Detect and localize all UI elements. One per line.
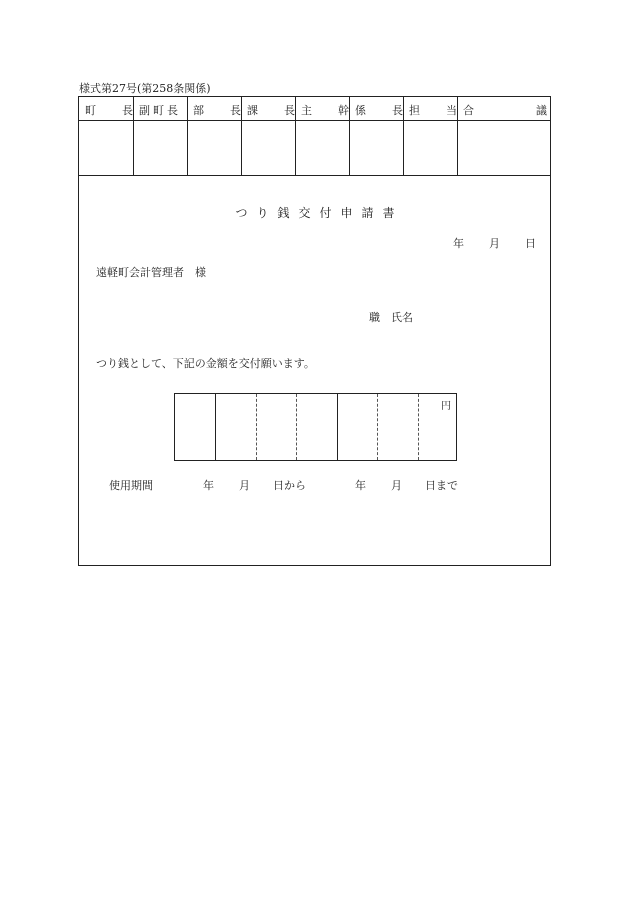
date-day-label[interactable]: 日 <box>525 237 536 250</box>
stamp-box-section-chief[interactable] <box>241 120 295 175</box>
period-from-year[interactable]: 年 <box>203 479 214 492</box>
amount-digit-divider <box>296 394 297 460</box>
stamp-box-department-head[interactable] <box>187 120 241 175</box>
amount-field[interactable] <box>174 393 457 461</box>
period-to-day[interactable]: 日まで <box>425 479 458 492</box>
amount-digit-divider <box>215 394 216 460</box>
applicant-name-field[interactable]: 職 氏名 <box>369 311 413 324</box>
form-number-label: 様式第27号(第258条関係) <box>79 82 211 95</box>
stamp-box-staff[interactable] <box>403 120 457 175</box>
amount-digit-divider <box>418 394 419 460</box>
amount-digit-divider <box>337 394 338 460</box>
period-from-month[interactable]: 月 <box>239 479 250 492</box>
stamp-box-unit-chief[interactable] <box>349 120 403 175</box>
date-month-label[interactable]: 月 <box>489 237 500 250</box>
stamp-box-deputy-mayor[interactable] <box>133 120 187 175</box>
yen-unit-label: 円 <box>441 401 451 412</box>
stamp-box-mayor[interactable] <box>79 120 133 175</box>
period-to-year[interactable]: 年 <box>355 479 366 492</box>
application-form <box>78 96 551 566</box>
period-from-day[interactable]: 日から <box>273 479 306 492</box>
document-title: つり銭交付申請書 <box>235 206 404 220</box>
date-year-label[interactable]: 年 <box>453 237 464 250</box>
usage-period-label: 使用期間 <box>109 479 153 492</box>
addressee: 遠軽町会計管理者 様 <box>96 266 206 279</box>
approval-stamp-table: 町 長 副町長 部 長 課 長 主 幹 係 長 担 当 合 議 <box>79 97 550 176</box>
amount-digit-divider <box>377 394 378 460</box>
amount-digit-divider <box>256 394 257 460</box>
period-to-month[interactable]: 月 <box>391 479 402 492</box>
request-statement: つり銭として、下記の金額を交付願います。 <box>96 357 315 370</box>
stamp-box-senior-officer[interactable] <box>295 120 349 175</box>
stamp-box-consultation[interactable] <box>457 120 549 175</box>
